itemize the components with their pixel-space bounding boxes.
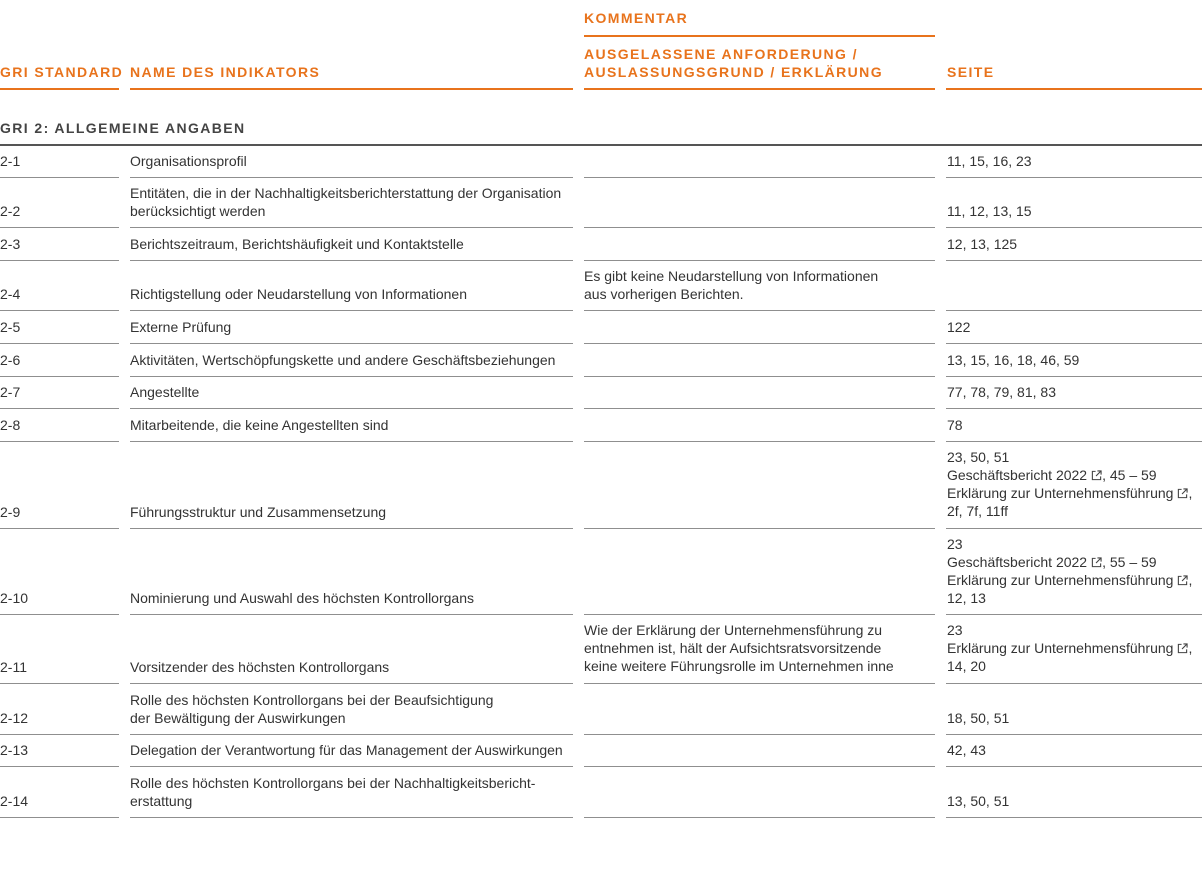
- header-rule-std: [0, 88, 119, 90]
- gri-standard-cell: [0, 409, 119, 442]
- table-row: [0, 767, 1202, 818]
- page-references: [947, 741, 986, 759]
- page-numbers: 12, 13, 125: [947, 236, 1018, 252]
- page-references: [947, 535, 1192, 607]
- gri-standard-cell: [0, 228, 119, 261]
- gri-standard-cell: [0, 442, 119, 529]
- external-reference-pages: , 45 – 59: [1102, 467, 1157, 483]
- comment-cell: [584, 178, 935, 228]
- gri-standard-code: 2-4: [0, 286, 21, 302]
- indicator-name: [130, 658, 389, 676]
- comment-cell: [584, 442, 935, 529]
- indicator-name-line: Delegation der Verantwortung für das Management der Auswirkungen: [130, 742, 563, 758]
- indicator-name: [130, 589, 474, 607]
- comment-cell: [584, 735, 935, 767]
- external-report-link[interactable]: [947, 554, 1102, 570]
- page-numbers: 23: [947, 536, 963, 552]
- external-report-link-label: Geschäftsbericht 2022: [947, 554, 1088, 570]
- indicator-name: [130, 741, 563, 759]
- table-row: [0, 442, 1202, 529]
- indicator-name: [130, 152, 247, 170]
- external-link-icon: [1177, 488, 1188, 499]
- indicator-name: [130, 416, 388, 434]
- indicator-name-cell: [130, 684, 573, 735]
- indicator-name-line: Angestellte: [130, 384, 200, 400]
- page-reference-cell: [946, 767, 1202, 818]
- comment-cell: [584, 409, 935, 442]
- page-references: [947, 351, 1079, 369]
- external-reference-line: [947, 466, 1192, 484]
- external-report-link-label: Erklärung zur Unternehmensführung: [947, 572, 1174, 588]
- gri-standard-cell: [0, 615, 119, 684]
- indicator-name-line: Mitarbeitende, die keine Angestellten sind: [130, 417, 389, 433]
- comment-line: Wie der Erklärung der Unternehmensführung zu: [584, 622, 883, 638]
- comment-line: Es gibt keine Neudarstellung von Informationen: [584, 268, 879, 284]
- page-references: [947, 621, 1192, 675]
- comment-cell: [584, 377, 935, 409]
- header-gri-standard: GRI STANDARD: [0, 64, 124, 80]
- indicator-name-line: Vorsitzender des höchsten Kontrollorgans: [130, 659, 390, 675]
- indicator-name-cell: [130, 615, 573, 684]
- page-numbers: 13, 50, 51: [947, 793, 1010, 809]
- external-link-icon: [1091, 557, 1102, 568]
- external-reference-line: [947, 553, 1192, 571]
- indicator-name: [130, 383, 199, 401]
- indicator-name-line: Berichtszeitraum, Berichtshäufigkeit und Kontaktstelle: [130, 236, 464, 252]
- indicator-name-cell: [130, 442, 573, 529]
- page-references: [947, 416, 963, 434]
- page-reference-cell: [946, 615, 1202, 684]
- external-reference-pages: , 55 – 59: [1102, 554, 1157, 570]
- table-row: [0, 684, 1202, 735]
- gri-standard-code: 2-13: [0, 742, 29, 758]
- gri-standard-code: 2-2: [0, 203, 21, 219]
- external-link-icon: [1091, 470, 1102, 481]
- comment-cell: [584, 684, 935, 735]
- table-row: [0, 146, 1202, 178]
- page-references: [947, 202, 1032, 220]
- table-row: [0, 735, 1202, 767]
- external-reference-line: [947, 571, 1192, 589]
- external-reference-pages: ,: [1188, 640, 1193, 656]
- comment-cell: [584, 615, 935, 684]
- comment-cell: [584, 311, 935, 344]
- gri-standard-code: 2-8: [0, 417, 21, 433]
- indicator-name-cell: [130, 344, 573, 377]
- indicator-name-line: Entitäten, die in der Nachhaltigkeitsberichterstattung der Organisation: [130, 185, 562, 201]
- header-seite: SEITE: [947, 64, 995, 80]
- gri-standard-code: 2-5: [0, 319, 21, 335]
- comment-text: [584, 621, 894, 675]
- page-numbers: 42, 43: [947, 742, 986, 758]
- gri-standard-code: 2-14: [0, 793, 29, 809]
- external-link-icon: [1177, 575, 1188, 586]
- gri-standard-cell: [0, 261, 119, 311]
- page-numbers: 11, 15, 16, 23: [947, 153, 1032, 169]
- table-row: [0, 178, 1202, 228]
- header-rule-name: [130, 88, 573, 90]
- gri-standard-code: 2-1: [0, 153, 21, 169]
- page-reference-cell: [946, 442, 1202, 529]
- comment-cell: [584, 228, 935, 261]
- indicator-name-cell: [130, 228, 573, 261]
- page-references: [947, 235, 1017, 253]
- external-report-link[interactable]: [947, 640, 1188, 656]
- table-row: [0, 377, 1202, 409]
- header-kommentar-rule: [584, 35, 935, 37]
- gri-standard-code: 2-12: [0, 710, 29, 726]
- table-row: [0, 529, 1202, 615]
- page-references: [947, 448, 1192, 520]
- indicator-name: [130, 285, 467, 303]
- table-row: [0, 228, 1202, 261]
- indicator-name-cell: [130, 409, 573, 442]
- comment-cell: [584, 767, 935, 818]
- gri-standard-cell: [0, 735, 119, 767]
- table-row: [0, 615, 1202, 684]
- indicator-name-line: Führungsstruktur und Zusammensetzung: [130, 504, 387, 520]
- external-reference-line: [947, 639, 1192, 657]
- indicator-name: [130, 351, 555, 369]
- indicator-name-cell: [130, 735, 573, 767]
- external-report-link[interactable]: [947, 485, 1188, 501]
- page-numbers-tail: 2f, 7f, 11ff: [947, 503, 1008, 519]
- page-numbers: 78: [947, 417, 963, 433]
- indicator-name-line: Richtigstellung oder Neudarstellung von Informationen: [130, 286, 467, 302]
- gri-standard-cell: [0, 178, 119, 228]
- page-reference-cell: [946, 684, 1202, 735]
- indicator-name-line: Aktivitäten, Wertschöpfungskette und andere Geschäftsbeziehungen: [130, 352, 556, 368]
- page-numbers: 23, 50, 51: [947, 449, 1010, 465]
- external-link-icon: [1177, 643, 1188, 654]
- gri-standard-cell: [0, 344, 119, 377]
- header-rule-komm: [584, 88, 935, 90]
- external-reference-line: [947, 484, 1192, 502]
- header-ausgelassene-anforderung: [584, 45, 883, 81]
- header-kommentar: KOMMENTAR: [584, 10, 689, 26]
- table-row: [0, 311, 1202, 344]
- indicator-name-cell: [130, 529, 573, 615]
- page-reference-cell: [946, 529, 1202, 615]
- page-numbers: 77, 78, 79, 81, 83: [947, 384, 1056, 400]
- external-report-link-label: Erklärung zur Unternehmensführung: [947, 485, 1174, 501]
- indicator-name-line: Organisationsprofil: [130, 153, 247, 169]
- page-numbers: 23: [947, 622, 963, 638]
- page-reference-cell: [946, 178, 1202, 228]
- comment-cell: [584, 261, 935, 311]
- page-numbers: 13, 15, 16, 18, 46, 59: [947, 352, 1080, 368]
- gri-standard-cell: [0, 311, 119, 344]
- page-numbers-tail: 14, 20: [947, 658, 986, 674]
- page-reference-cell: [946, 146, 1202, 178]
- indicator-name: [130, 235, 464, 253]
- indicator-name-line: Externe Prüfung: [130, 319, 232, 335]
- page-reference-cell: [946, 311, 1202, 344]
- gri-standard-cell: [0, 684, 119, 735]
- table-row: [0, 344, 1202, 377]
- external-report-link-label: Erklärung zur Unternehmensführung: [947, 640, 1174, 656]
- indicator-name-line: Rolle des höchsten Kontrollorgans bei der Nachhaltigkeitsbericht-: [130, 775, 536, 791]
- page-reference-cell: [946, 409, 1202, 442]
- indicator-name: [130, 774, 535, 810]
- page-references: [947, 792, 1009, 810]
- section-title: GRI 2: ALLGEMEINE ANGABEN: [0, 120, 246, 136]
- gri-standard-code: 2-10: [0, 590, 29, 606]
- indicator-name-cell: [130, 261, 573, 311]
- gri-standard-cell: [0, 767, 119, 818]
- indicator-name-line: der Bewältigung der Auswirkungen: [130, 710, 346, 726]
- page-reference-cell: [946, 261, 1202, 311]
- indicator-name-cell: [130, 311, 573, 344]
- external-reference-pages: ,: [1188, 572, 1193, 588]
- page-references: [947, 383, 1056, 401]
- table-row: [0, 261, 1202, 311]
- page-numbers-tail: 12, 13: [947, 590, 986, 606]
- comment-cell: [584, 529, 935, 615]
- page-references: [947, 152, 1032, 170]
- page-references: [947, 709, 1009, 727]
- indicator-name-cell: [130, 146, 573, 178]
- table-row: [0, 409, 1202, 442]
- comment-cell: [584, 344, 935, 377]
- header-name-des-indikators: NAME DES INDIKATORS: [130, 64, 321, 80]
- indicator-name-line: erstattung: [130, 793, 193, 809]
- gri-standard-code: 2-7: [0, 384, 21, 400]
- indicator-name-line: berücksichtigt werden: [130, 203, 266, 219]
- indicator-name: [130, 691, 493, 727]
- page-numbers: 11, 12, 13, 15: [947, 203, 1032, 219]
- header-rule-seite: [946, 88, 1202, 90]
- page-numbers: 122: [947, 319, 971, 335]
- indicator-name-line: Rolle des höchsten Kontrollorgans bei der Beaufsichtigung: [130, 692, 494, 708]
- page-reference-cell: [946, 344, 1202, 377]
- page-numbers: 18, 50, 51: [947, 710, 1010, 726]
- comment-cell: [584, 146, 935, 178]
- gri-standard-cell: [0, 146, 119, 178]
- external-report-link-label: Geschäftsbericht 2022: [947, 467, 1088, 483]
- header-ausgelassene-line-1: AUSGELASSENE ANFORDERUNG /: [584, 46, 858, 62]
- gri-standard-code: 2-3: [0, 236, 21, 252]
- comment-line: aus vorherigen Berichten.: [584, 286, 744, 302]
- gri-standard-cell: [0, 377, 119, 409]
- gri-standard-cell: [0, 529, 119, 615]
- header-ausgelassene-line-2: AUSLASSUNGSGRUND / ERKLÄRUNG: [584, 64, 883, 80]
- external-report-link[interactable]: [947, 467, 1102, 483]
- indicator-name-cell: [130, 178, 573, 228]
- gri-standard-code: 2-9: [0, 504, 21, 520]
- comment-line: entnehmen ist, hält der Aufsichtsratsvorsitzende: [584, 640, 882, 656]
- page-references: [947, 318, 970, 336]
- indicator-name-line: Nominierung und Auswahl des höchsten Kontrollorgans: [130, 590, 474, 606]
- gri-standard-code: 2-11: [0, 659, 27, 675]
- indicator-name: [130, 318, 231, 336]
- comment-text: [584, 267, 878, 303]
- indicator-name: [130, 503, 386, 521]
- external-report-link[interactable]: [947, 572, 1188, 588]
- page-reference-cell: [946, 377, 1202, 409]
- gri-standard-code: 2-6: [0, 352, 21, 368]
- indicator-name-cell: [130, 377, 573, 409]
- external-reference-pages: ,: [1188, 485, 1193, 501]
- indicator-name-cell: [130, 767, 573, 818]
- comment-line: keine weitere Führungsrolle im Unternehmen inne: [584, 658, 894, 674]
- page-reference-cell: [946, 735, 1202, 767]
- page-reference-cell: [946, 228, 1202, 261]
- indicator-name: [130, 184, 561, 220]
